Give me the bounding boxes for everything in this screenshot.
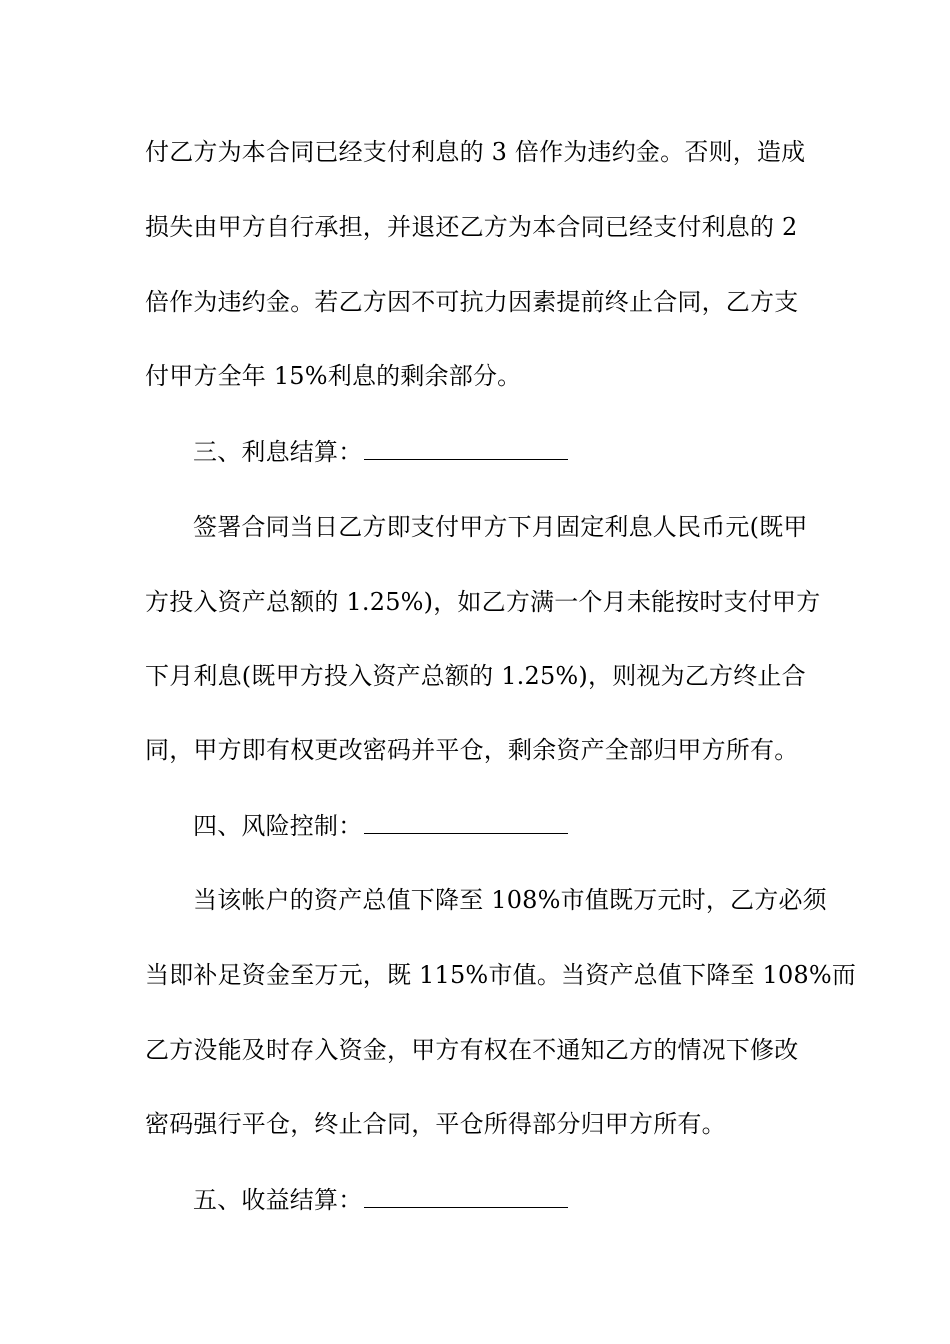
section-heading-text: 三、利息结算： <box>193 438 363 466</box>
paragraph-line: 签署合同当日乙方即支付甲方下月固定利息人民币元(既甲 <box>193 513 808 541</box>
fill-in-blank <box>364 813 568 834</box>
paragraph-line: 当即补足资金至万元，既 115%市值。当资产总值下降至 108%而 <box>145 961 857 989</box>
section-heading-interest-settlement <box>193 434 863 470</box>
paragraph-line: 倍作为违约金。若乙方因不可抗力因素提前终止合同，乙方支 <box>145 288 799 316</box>
paragraph-line: 损失由甲方自行承担，并退还乙方为本合同已经支付利息的 2 <box>145 213 798 241</box>
paragraph-line: 下月利息(既甲方投入资产总额的 1.25%)，则视为乙方终止合 <box>145 662 806 690</box>
section-heading-text: 四、风险控制： <box>193 812 363 840</box>
fill-in-blank <box>364 439 568 460</box>
section-heading-text: 五、收益结算： <box>193 1186 363 1214</box>
paragraph-line: 同，甲方即有权更改密码并平仓，剩余资产全部归甲方所有。 <box>145 736 799 764</box>
paragraph-line: 乙方没能及时存入资金，甲方有权在不通知乙方的情况下修改 <box>145 1036 799 1064</box>
fill-in-blank <box>364 1187 568 1208</box>
paragraph-line: 当该帐户的资产总值下降至 108%市值既万元时，乙方必须 <box>193 886 827 914</box>
paragraph-line: 方投入资产总额的 1.25%)，如乙方满一个月未能按时支付甲方 <box>145 588 821 616</box>
section-heading-risk-control <box>193 808 863 844</box>
section-heading-income-settlement <box>193 1182 863 1218</box>
paragraph-line: 付甲方全年 15%利息的剩余部分。 <box>145 362 522 390</box>
paragraph-line: 密码强行平仓，终止合同，平仓所得部分归甲方所有。 <box>145 1110 726 1138</box>
paragraph-line: 付乙方为本合同已经支付利息的 3 倍作为违约金。否则，造成 <box>145 138 806 166</box>
